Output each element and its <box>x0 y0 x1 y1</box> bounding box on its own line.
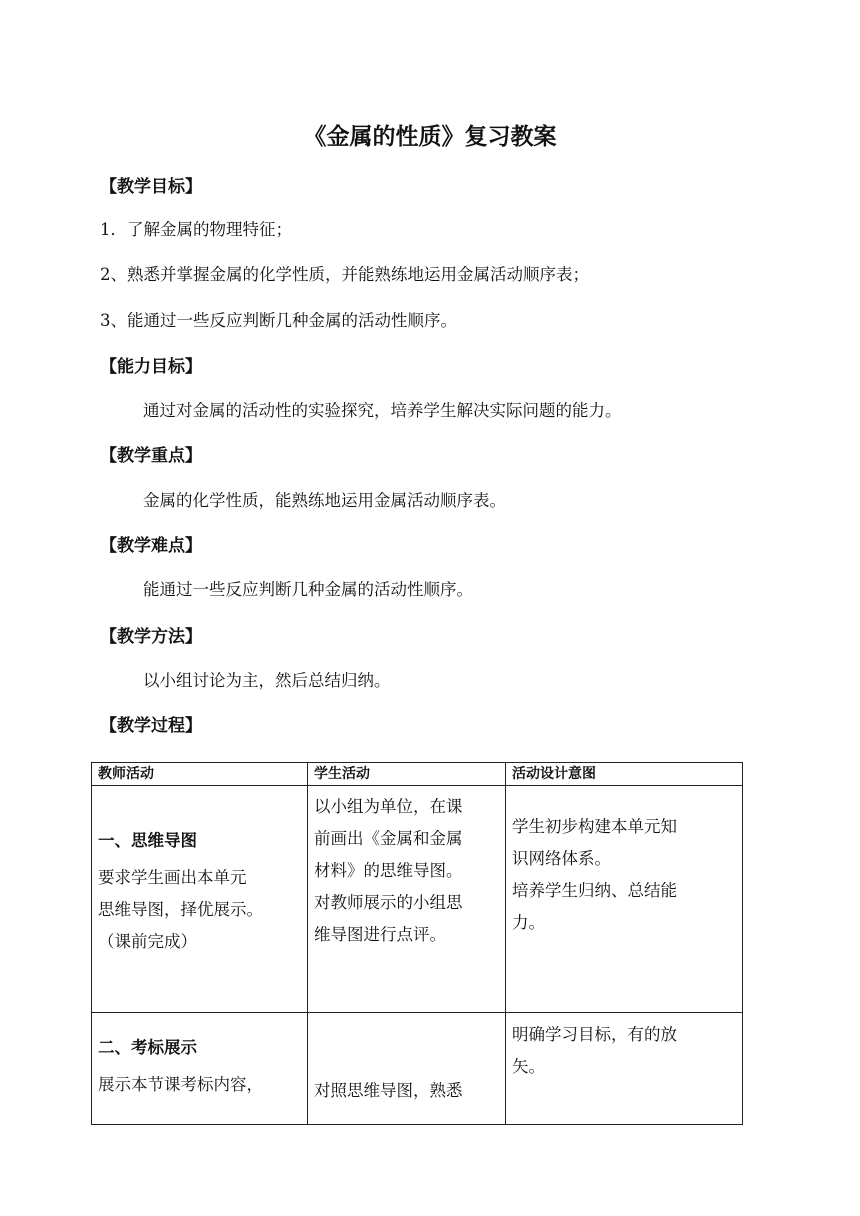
goals-heading: 【教学目标】 <box>100 177 202 197</box>
goal-item: 1．了解金属的物理特征； <box>100 220 292 239</box>
teacher-title: 一、思维导图 <box>98 831 197 850</box>
method-text: 以小组讨论为主，然后总结归纳。 <box>143 671 391 690</box>
page-title: 《金属的性质》复习教案 <box>303 124 557 150</box>
ability-heading: 【能力目标】 <box>100 357 202 377</box>
student-line: 维导图进行点评。 <box>314 925 446 944</box>
goal-item: 2、熟悉并掌握金属的化学性质，并能熟练地运用金属活动顺序表； <box>100 265 589 284</box>
teacher-line: （课前完成） <box>98 932 197 951</box>
student-cell <box>308 1013 506 1125</box>
intent-cell <box>506 786 743 1013</box>
teacher-cell <box>92 786 308 1013</box>
student-line: 前画出《金属和金属 <box>314 829 463 848</box>
teacher-line: 思维导图，择优展示。 <box>98 900 263 919</box>
key-text: 金属的化学性质，能熟练地运用金属活动顺序表。 <box>143 491 506 510</box>
teacher-cell <box>92 1013 308 1125</box>
teacher-line: 展示本节课考标内容， <box>98 1075 263 1094</box>
key-heading: 【教学重点】 <box>100 446 202 466</box>
table-row <box>92 1013 743 1125</box>
header-intent: 活动设计意图 <box>506 763 743 786</box>
intent-line: 学生初步构建本单元知 <box>512 817 677 836</box>
difficulty-heading: 【教学难点】 <box>100 536 202 556</box>
student-cell <box>308 786 506 1013</box>
student-line: 对教师展示的小组思 <box>314 893 463 912</box>
intent-line: 识网络体系。 <box>512 849 611 868</box>
ability-text: 通过对金属的活动性的实验探究，培养学生解决实际问题的能力。 <box>143 401 622 420</box>
student-line: 对照思维导图，熟悉 <box>314 1081 463 1100</box>
teacher-line: 要求学生画出本单元 <box>98 868 247 887</box>
difficulty-text: 能通过一些反应判断几种金属的活动性顺序。 <box>143 580 473 599</box>
goal-item: 3、能通过一些反应判断几种金属的活动性顺序。 <box>100 311 457 330</box>
student-line: 以小组为单位，在课 <box>314 797 463 816</box>
table-row <box>92 786 743 1013</box>
intent-line: 力。 <box>512 913 545 932</box>
teacher-title: 二、考标展示 <box>98 1038 197 1057</box>
intent-line: 培养学生归纳、总结能 <box>512 881 677 900</box>
header-student: 学生活动 <box>308 763 506 786</box>
student-line: 材料》的思维导图。 <box>314 861 463 880</box>
header-teacher: 教师活动 <box>92 763 308 786</box>
intent-line: 矢。 <box>512 1057 545 1076</box>
table-header-row <box>92 763 743 786</box>
process-table <box>91 762 743 1125</box>
intent-cell <box>506 1013 743 1125</box>
method-heading: 【教学方法】 <box>100 627 202 647</box>
intent-line: 明确学习目标，有的放 <box>512 1025 677 1044</box>
process-heading: 【教学过程】 <box>100 716 202 736</box>
